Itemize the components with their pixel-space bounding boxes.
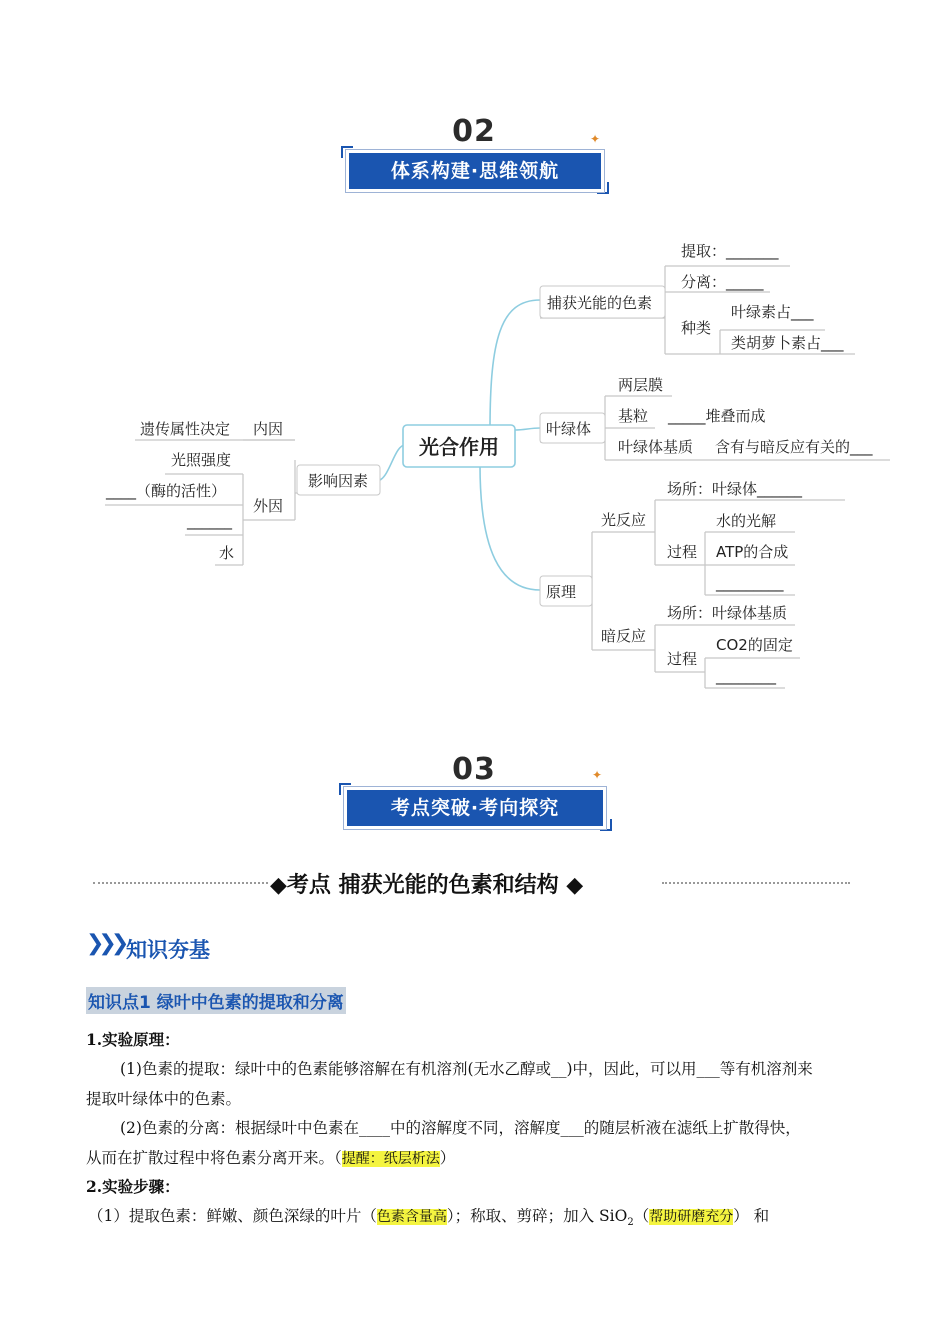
mm-dark: 暗反应 (601, 627, 647, 645)
mm-e1: 光照强度 (171, 451, 232, 469)
mm-e2: ____（酶的活性） (106, 482, 227, 500)
mm-dark-p2: ________ (716, 667, 776, 685)
mm-extract: 提取：_______ (681, 242, 779, 260)
mm-stroma: 叶绿体基质 (618, 438, 694, 456)
heading-principle: 1.实验原理： (86, 1030, 180, 1049)
mm-dark-process: 过程 (667, 650, 698, 668)
mm-separate: 分离：_____ (681, 273, 764, 291)
mm-center: 光合作用 (419, 435, 499, 459)
mm-e4: 水 (219, 544, 235, 562)
paragraph-line (86, 1143, 455, 1174)
mm-light: 光反应 (601, 511, 647, 529)
mm-internal-desc: 遗传属性决定 (140, 420, 231, 438)
text-run: ）；称取、剪碎；加入 SiO (446, 1207, 628, 1225)
banner-number: 02 (452, 114, 496, 149)
paragraph-line (88, 1201, 769, 1238)
section-title: ◆考点 捕获光能的色素和结构 ◆ (270, 873, 584, 898)
dotted-divider (662, 882, 850, 884)
mm-light-process: 过程 (667, 543, 698, 561)
mm-grana: 基粒 (618, 407, 649, 425)
banner-title: 考点突破·考向探究 (347, 790, 603, 826)
mm-dark-place: 场所：叶绿体基质 (667, 604, 788, 622)
text-run: 从而在扩散过程中将色素分离开来。（ (86, 1149, 342, 1167)
mm-light-p3: _________ (716, 574, 784, 592)
mm-stroma-desc: 含有与暗反应有关的___ (715, 438, 873, 456)
knowledge-point-title: 知识点1 绿叶中色素的提取和分离 (86, 987, 346, 1014)
mm-kinds: 种类 (681, 319, 712, 337)
text-run: （1）提取色素：鲜嫩、颜色深绿的叶片（ (88, 1207, 377, 1225)
dotted-divider (93, 882, 268, 884)
text-run: （ (633, 1207, 650, 1225)
heading-steps: 2.实验步骤： (86, 1177, 180, 1196)
mm-membrane: 两层膜 (618, 376, 664, 394)
mind-map (0, 230, 950, 710)
sparkle-icon: ✦ (592, 768, 603, 782)
mm-pigments: 捕获光能的色素 (547, 294, 653, 312)
mm-chlorophyll: 叶绿素占___ (731, 303, 814, 321)
highlight-note: 帮助研磨充分 (649, 1209, 734, 1225)
highlight-hint: 提醒：纸层析法 (341, 1151, 440, 1167)
mm-carotenoid: 类胡萝卜素占___ (731, 334, 844, 352)
banner-number: 03 (452, 752, 496, 787)
mm-light-p1: 水的光解 (716, 512, 777, 530)
text-run: ） (439, 1149, 456, 1167)
highlight-note: 色素含量高 (376, 1209, 447, 1225)
mm-grana-desc: _____堆叠而成 (668, 407, 766, 425)
mm-e3: ______ (187, 512, 232, 530)
chevrons-icon: ❯❯❯ (86, 931, 124, 956)
mm-principle: 原理 (546, 583, 577, 601)
mm-chloroplast: 叶绿体 (546, 420, 592, 438)
banner-title: 体系构建·思维领航 (349, 153, 601, 189)
subscript: 2 (627, 1217, 634, 1229)
mm-dark-p1: CO2的固定 (716, 636, 793, 654)
paragraph-line: 提取叶绿体中的色素。 (86, 1090, 242, 1108)
mm-light-place: 场所：叶绿体______ (667, 480, 803, 498)
paragraph-line: (2)色素的分离：根据绿叶中色素在____中的溶解度不同，溶解度___的随层析液在滤纸上扩散得快， (120, 1119, 801, 1137)
mm-external: 外因 (253, 497, 284, 515)
mm-factors: 影响因素 (308, 472, 369, 490)
paragraph-line: (1)色素的提取：绿叶中的色素能够溶解在有机溶剂(无水乙醇或__)中，因此，可以用___等有机溶剂来 (120, 1060, 813, 1078)
sparkle-icon: ✦ (590, 132, 601, 146)
text-run: ） 和 (733, 1207, 770, 1225)
mm-internal: 内因 (253, 420, 284, 438)
mm-light-p2: ATP的合成 (716, 543, 789, 561)
knowledge-heading: 知识夯基 (126, 938, 210, 962)
